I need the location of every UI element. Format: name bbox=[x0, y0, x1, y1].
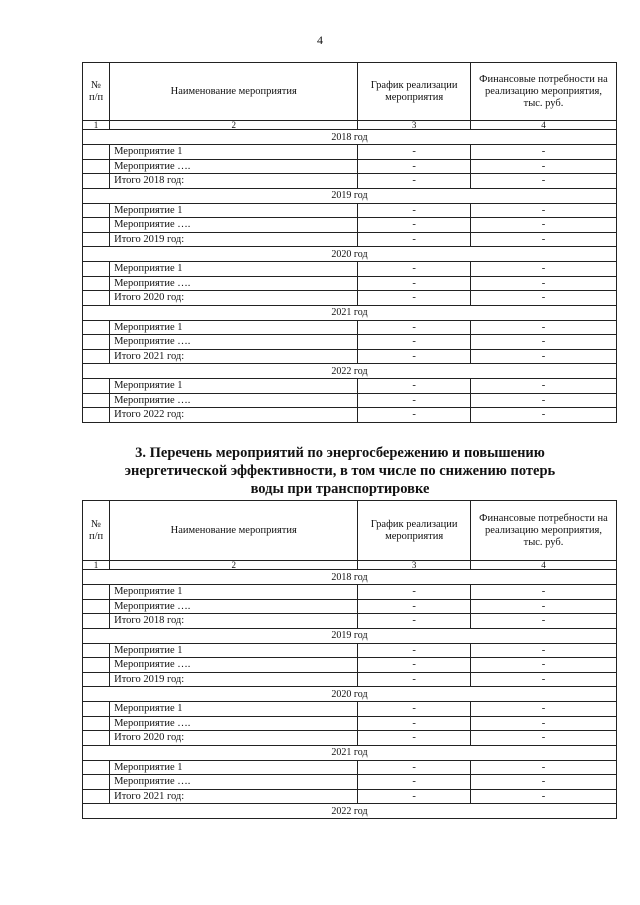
schedule-value: - bbox=[358, 349, 471, 364]
header-num: № п/п bbox=[83, 63, 110, 121]
table-row bbox=[83, 599, 617, 614]
row-number-cell bbox=[83, 291, 110, 306]
year-heading: 2021 год bbox=[83, 305, 617, 320]
total-label: Итого 2018 год: bbox=[110, 174, 358, 189]
year-heading: 2020 год bbox=[83, 247, 617, 262]
schedule-value: - bbox=[358, 408, 471, 423]
row-number-cell bbox=[83, 159, 110, 174]
row-number-cell bbox=[83, 789, 110, 804]
row-number-cell bbox=[83, 716, 110, 731]
row-number-cell bbox=[83, 145, 110, 160]
row-number-cell bbox=[83, 262, 110, 277]
event-name: Мероприятие 1 bbox=[110, 379, 358, 394]
row-number-cell bbox=[83, 232, 110, 247]
event-name: Мероприятие …. bbox=[110, 335, 358, 350]
row-number-cell bbox=[83, 599, 110, 614]
column-number: 1 bbox=[83, 561, 110, 570]
schedule-value: - bbox=[358, 760, 471, 775]
total-label: Итого 2019 год: bbox=[110, 672, 358, 687]
table-row bbox=[83, 203, 617, 218]
schedule-value: - bbox=[358, 614, 471, 629]
table-row bbox=[83, 672, 617, 687]
finance-value: - bbox=[470, 760, 616, 775]
event-name: Мероприятие 1 bbox=[110, 203, 358, 218]
year-heading: 2018 год bbox=[83, 570, 617, 585]
schedule-value: - bbox=[358, 218, 471, 233]
column-number: 2 bbox=[110, 561, 358, 570]
finance-value: - bbox=[470, 585, 616, 600]
year-heading: 2019 год bbox=[83, 628, 617, 643]
finance-value: - bbox=[470, 262, 616, 277]
column-number: 4 bbox=[470, 121, 616, 130]
table-row bbox=[83, 585, 617, 600]
year-heading: 2022 год bbox=[83, 804, 617, 819]
event-name: Мероприятие 1 bbox=[110, 643, 358, 658]
table-row bbox=[83, 408, 617, 423]
column-number: 4 bbox=[470, 561, 616, 570]
year-row bbox=[83, 745, 617, 760]
row-number-cell bbox=[83, 203, 110, 218]
event-name: Мероприятие 1 bbox=[110, 702, 358, 717]
finance-value: - bbox=[470, 145, 616, 160]
finance-value: - bbox=[470, 291, 616, 306]
finance-value: - bbox=[470, 408, 616, 423]
row-number-cell bbox=[83, 379, 110, 394]
schedule-value: - bbox=[358, 379, 471, 394]
schedule-value: - bbox=[358, 291, 471, 306]
section-title: 3. Перечень мероприятий по энергосбережению и повышению энергетической эффективности, в том числе по снижению потерь воды при транспортировке bbox=[124, 445, 556, 497]
year-row bbox=[83, 570, 617, 585]
row-number-cell bbox=[83, 731, 110, 746]
event-name: Мероприятие 1 bbox=[110, 262, 358, 277]
year-row bbox=[83, 130, 617, 145]
finance-value: - bbox=[470, 174, 616, 189]
table-row bbox=[83, 393, 617, 408]
table-row bbox=[83, 789, 617, 804]
row-number-cell bbox=[83, 614, 110, 629]
year-heading: 2018 год bbox=[83, 130, 617, 145]
row-number-cell bbox=[83, 276, 110, 291]
event-name: Мероприятие …. bbox=[110, 658, 358, 673]
schedule-value: - bbox=[358, 658, 471, 673]
table-row bbox=[83, 614, 617, 629]
row-number-cell bbox=[83, 408, 110, 423]
row-number-cell bbox=[83, 174, 110, 189]
row-number-cell bbox=[83, 643, 110, 658]
year-row bbox=[83, 628, 617, 643]
table-row bbox=[83, 218, 617, 233]
schedule-value: - bbox=[358, 643, 471, 658]
header-finance: Финансовые потребности на реализацию мероприятия, тыс. руб. bbox=[470, 63, 616, 121]
year-row bbox=[83, 804, 617, 819]
event-name: Мероприятие 1 bbox=[110, 320, 358, 335]
year-row bbox=[83, 188, 617, 203]
table-row bbox=[83, 320, 617, 335]
events-table-2 bbox=[82, 500, 617, 819]
total-label: Итого 2020 год: bbox=[110, 291, 358, 306]
column-numbers-row bbox=[83, 121, 617, 130]
schedule-value: - bbox=[358, 599, 471, 614]
finance-value: - bbox=[470, 775, 616, 790]
finance-value: - bbox=[470, 643, 616, 658]
row-number-cell bbox=[83, 672, 110, 687]
schedule-value: - bbox=[358, 262, 471, 277]
header-name: Наименование мероприятия bbox=[110, 63, 358, 121]
column-number: 3 bbox=[358, 121, 471, 130]
page-number: 4 bbox=[317, 33, 323, 47]
year-row bbox=[83, 364, 617, 379]
schedule-value: - bbox=[358, 203, 471, 218]
table-row bbox=[83, 702, 617, 717]
event-name: Мероприятие …. bbox=[110, 159, 358, 174]
table-row bbox=[83, 276, 617, 291]
schedule-value: - bbox=[358, 672, 471, 687]
event-name: Мероприятие …. bbox=[110, 716, 358, 731]
finance-value: - bbox=[470, 335, 616, 350]
year-heading: 2020 год bbox=[83, 687, 617, 702]
schedule-value: - bbox=[358, 145, 471, 160]
finance-value: - bbox=[470, 599, 616, 614]
schedule-value: - bbox=[358, 731, 471, 746]
schedule-value: - bbox=[358, 276, 471, 291]
finance-value: - bbox=[470, 218, 616, 233]
table-row bbox=[83, 232, 617, 247]
row-number-cell bbox=[83, 320, 110, 335]
row-number-cell bbox=[83, 702, 110, 717]
finance-value: - bbox=[470, 658, 616, 673]
table-row bbox=[83, 174, 617, 189]
finance-value: - bbox=[470, 672, 616, 687]
year-row bbox=[83, 687, 617, 702]
event-name: Мероприятие 1 bbox=[110, 145, 358, 160]
finance-value: - bbox=[470, 789, 616, 804]
total-label: Итого 2022 год: bbox=[110, 408, 358, 423]
event-name: Мероприятие 1 bbox=[110, 760, 358, 775]
row-number-cell bbox=[83, 393, 110, 408]
schedule-value: - bbox=[358, 393, 471, 408]
table-row bbox=[83, 716, 617, 731]
table-row bbox=[83, 658, 617, 673]
row-number-cell bbox=[83, 585, 110, 600]
table-body bbox=[83, 570, 617, 819]
total-label: Итого 2021 год: bbox=[110, 349, 358, 364]
schedule-value: - bbox=[358, 320, 471, 335]
table-row bbox=[83, 379, 617, 394]
table-body bbox=[83, 130, 617, 423]
row-number-cell bbox=[83, 658, 110, 673]
event-name: Мероприятие …. bbox=[110, 218, 358, 233]
year-heading: 2022 год bbox=[83, 364, 617, 379]
finance-value: - bbox=[470, 276, 616, 291]
table-row bbox=[83, 349, 617, 364]
schedule-value: - bbox=[358, 585, 471, 600]
finance-value: - bbox=[470, 349, 616, 364]
year-row bbox=[83, 305, 617, 320]
event-name: Мероприятие …. bbox=[110, 393, 358, 408]
schedule-value: - bbox=[358, 159, 471, 174]
year-row bbox=[83, 247, 617, 262]
event-name: Мероприятие …. bbox=[110, 276, 358, 291]
total-label: Итого 2021 год: bbox=[110, 789, 358, 804]
header-name: Наименование мероприятия bbox=[110, 501, 358, 561]
column-numbers-row bbox=[83, 561, 617, 570]
finance-value: - bbox=[470, 393, 616, 408]
header-finance: Финансовые потребности на реализацию мероприятия, тыс. руб. bbox=[470, 501, 616, 561]
schedule-value: - bbox=[358, 174, 471, 189]
event-name: Мероприятие 1 bbox=[110, 585, 358, 600]
schedule-value: - bbox=[358, 789, 471, 804]
total-label: Итого 2019 год: bbox=[110, 232, 358, 247]
table-row bbox=[83, 335, 617, 350]
row-number-cell bbox=[83, 335, 110, 350]
events-table-1 bbox=[82, 62, 617, 423]
header-schedule: График реализации мероприятия bbox=[358, 501, 471, 561]
table-row bbox=[83, 291, 617, 306]
finance-value: - bbox=[470, 379, 616, 394]
row-number-cell bbox=[83, 218, 110, 233]
year-heading: 2019 год bbox=[83, 188, 617, 203]
schedule-value: - bbox=[358, 702, 471, 717]
table-row bbox=[83, 159, 617, 174]
schedule-value: - bbox=[358, 232, 471, 247]
total-label: Итого 2018 год: bbox=[110, 614, 358, 629]
row-number-cell bbox=[83, 760, 110, 775]
table-row bbox=[83, 760, 617, 775]
table-row bbox=[83, 643, 617, 658]
finance-value: - bbox=[470, 320, 616, 335]
table-row bbox=[83, 145, 617, 160]
table-row bbox=[83, 262, 617, 277]
table-row bbox=[83, 731, 617, 746]
finance-value: - bbox=[470, 232, 616, 247]
row-number-cell bbox=[83, 349, 110, 364]
finance-value: - bbox=[470, 159, 616, 174]
finance-value: - bbox=[470, 702, 616, 717]
header-num: № п/п bbox=[83, 501, 110, 561]
table-row bbox=[83, 775, 617, 790]
schedule-value: - bbox=[358, 335, 471, 350]
column-number: 3 bbox=[358, 561, 471, 570]
finance-value: - bbox=[470, 731, 616, 746]
row-number-cell bbox=[83, 775, 110, 790]
column-number: 2 bbox=[110, 121, 358, 130]
event-name: Мероприятие …. bbox=[110, 775, 358, 790]
year-heading: 2021 год bbox=[83, 745, 617, 760]
finance-value: - bbox=[470, 716, 616, 731]
total-label: Итого 2020 год: bbox=[110, 731, 358, 746]
schedule-value: - bbox=[358, 775, 471, 790]
finance-value: - bbox=[470, 614, 616, 629]
finance-value: - bbox=[470, 203, 616, 218]
header-schedule: График реализации мероприятия bbox=[358, 63, 471, 121]
column-number: 1 bbox=[83, 121, 110, 130]
schedule-value: - bbox=[358, 716, 471, 731]
event-name: Мероприятие …. bbox=[110, 599, 358, 614]
